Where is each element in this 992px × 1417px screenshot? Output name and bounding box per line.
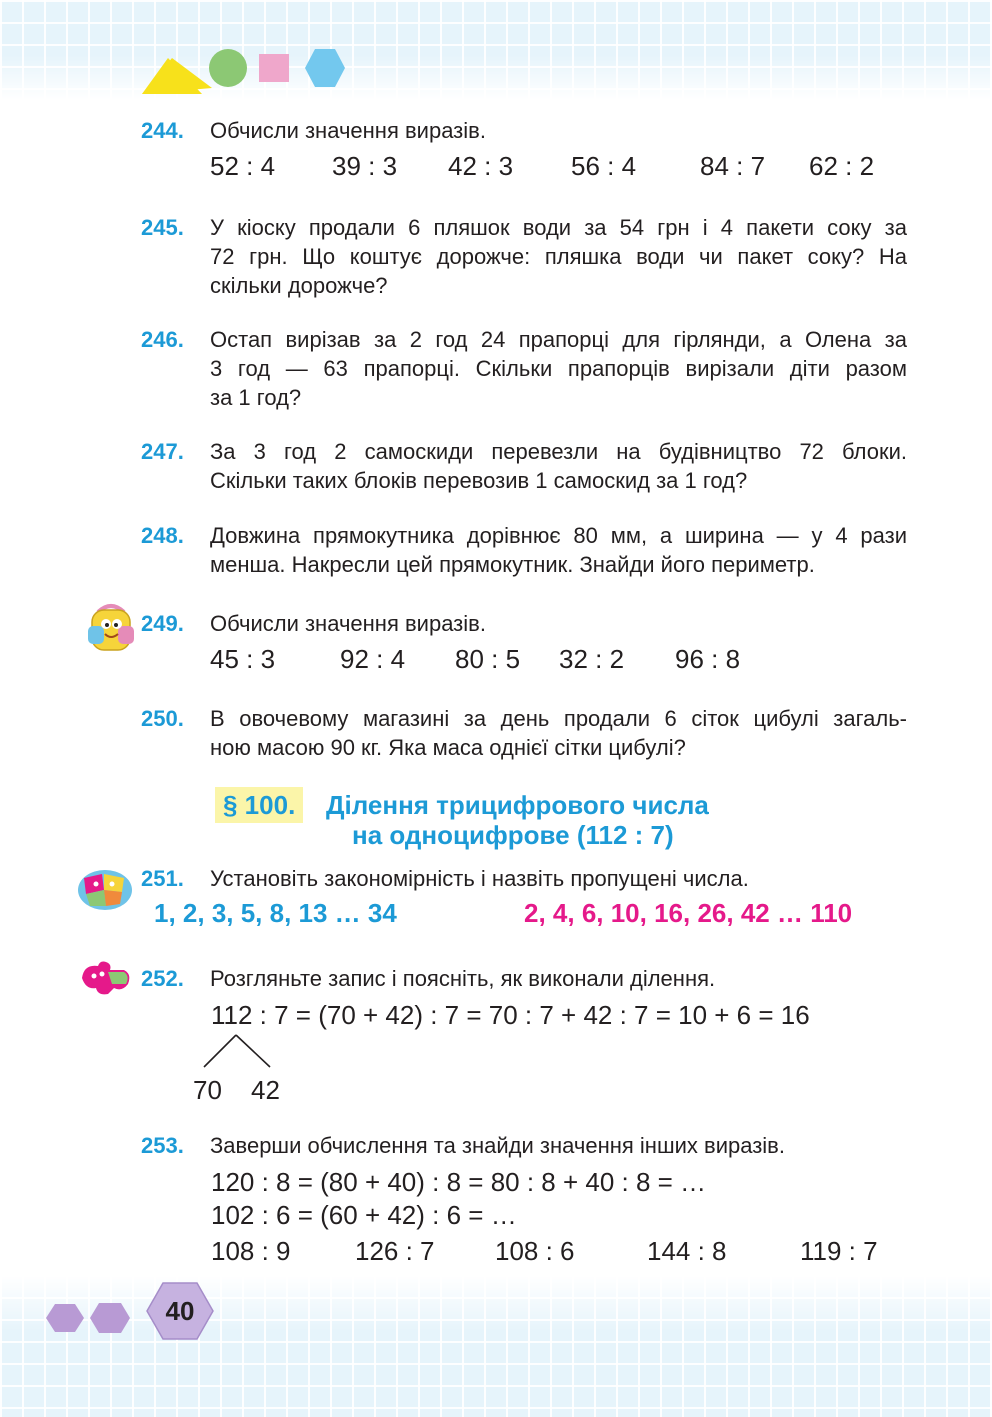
task-text-line: 72 грн. Що коштує дорожче: пляшка води чи пакет соку? На (210, 244, 907, 269)
puzzle-mascot-icon (76, 868, 134, 912)
task-252 (141, 964, 911, 994)
task-text-line: Скільки таких блоків перевозив 1 самоскид за 1 год? (210, 468, 748, 493)
equation-line: 102 : 6 = (60 + 42) : 6 = … (211, 1200, 517, 1230)
sequence-pink: 2, 4, 6, 10, 16, 26, 42 … 110 (524, 898, 853, 928)
expression: 42 : 3 (448, 151, 514, 181)
expression: 92 : 4 (340, 644, 406, 674)
task-253 (141, 1131, 911, 1161)
puzzle-piece-mascot-icon (78, 958, 134, 998)
task-text: Обчисли значення виразів. (210, 611, 486, 636)
task-text-line: за 1 год? (210, 385, 302, 410)
task-text-line: За 3 год 2 самоскиди перевезли на будівництво 72 блоки. (210, 439, 907, 464)
green-circle-icon (209, 49, 247, 87)
task-247 (141, 437, 911, 497)
task-text-line: У кіоску продали 6 пляшок води за 54 грн і 4 пакети соку за (210, 215, 907, 240)
task-number: 251. (141, 866, 184, 891)
sequence-blue: 1, 2, 3, 5, 8, 13 … 34 (154, 898, 397, 928)
task-251 (141, 864, 911, 894)
blue-hexagon-icon (305, 49, 345, 87)
hexagon-icon (90, 1303, 130, 1333)
header-shapes (140, 42, 360, 98)
task-text-line: В овочевому магазині за день продали 6 сіток цибулі загаль- (210, 706, 907, 731)
expression: 144 : 8 (647, 1236, 727, 1266)
expression: 52 : 4 (210, 151, 276, 181)
task-244 (141, 116, 911, 186)
expression: 39 : 3 (332, 151, 398, 181)
section-title-line: Ділення трицифрового числа (326, 790, 709, 820)
task-number: 248. (141, 523, 184, 548)
section-title-line: на одноцифрове (112 : 7) (352, 820, 674, 850)
task-text-line: ною масою 90 кг. Яка маса однієї сітки цибулі? (210, 735, 686, 760)
task-number: 253. (141, 1133, 184, 1158)
task-text: Обчисли значення виразів. (210, 118, 486, 143)
expression: 62 : 2 (809, 151, 875, 181)
expression: 126 : 7 (355, 1236, 435, 1266)
equation-line: 120 : 8 = (80 + 40) : 8 = 80 : 8 + 40 : 8 = … (211, 1167, 707, 1197)
task-text: Заверши обчислення та знайди значення інших виразів. (210, 1133, 785, 1158)
task-248 (141, 521, 911, 581)
task-text-line: скільки дорожче? (210, 273, 388, 298)
task-number: 245. (141, 215, 184, 240)
task-text-line: Довжина прямокутника дорівнює 80 мм, а ширина — у 4 рази (210, 523, 907, 548)
expression: 32 : 2 (559, 644, 625, 674)
split-lines (200, 1033, 274, 1069)
expression: 84 : 7 (700, 151, 766, 181)
split-part-left: 70 (193, 1075, 222, 1105)
expression: 108 : 9 (211, 1236, 291, 1266)
task-250 (141, 704, 911, 764)
task-text: Розгляньте запис і поясніть, як виконали ділення. (210, 966, 716, 991)
expression: 96 : 8 (675, 644, 741, 674)
task-246 (141, 325, 911, 415)
section-number: § 100. (223, 790, 296, 820)
page-number: 40 (165, 1296, 195, 1326)
task-number: 249. (141, 611, 184, 636)
pink-square-icon (259, 54, 289, 82)
backpack-mascot-icon (84, 600, 138, 654)
expression: 80 : 5 (455, 644, 521, 674)
section-number-box (215, 787, 303, 823)
task-number: 244. (141, 118, 184, 143)
expression: 119 : 7 (800, 1236, 878, 1266)
division-equation: 112 : 7 = (70 + 42) : 7 = 70 : 7 + 42 : 7 = 10 + 6 = 16 (211, 1000, 810, 1030)
task-245 (141, 213, 911, 303)
task-number: 250. (141, 706, 184, 731)
expression: 45 : 3 (210, 644, 276, 674)
hexagon-icon (46, 1304, 84, 1332)
footer-hexagons (44, 1300, 140, 1336)
expression: 56 : 4 (571, 151, 637, 181)
task-number: 247. (141, 439, 184, 464)
task-text-line: 3 год — 63 прапорці. Скільки прапорців вирізали діти разом (210, 356, 907, 381)
task-249 (141, 609, 911, 679)
task-text-line: менша. Накресли цей прямокутник. Знайди його периметр. (210, 552, 815, 577)
task-text-line: Остап вирізав за 2 год 24 прапорці для гірлянди, а Олена за (210, 327, 907, 352)
section-title (326, 790, 709, 850)
expression: 108 : 6 (495, 1236, 575, 1266)
task-number: 246. (141, 327, 184, 352)
task-number: 252. (141, 966, 184, 991)
split-part-right: 42 (251, 1075, 280, 1105)
task-text: Установіть закономірність і назвіть пропущені числа. (210, 866, 749, 891)
